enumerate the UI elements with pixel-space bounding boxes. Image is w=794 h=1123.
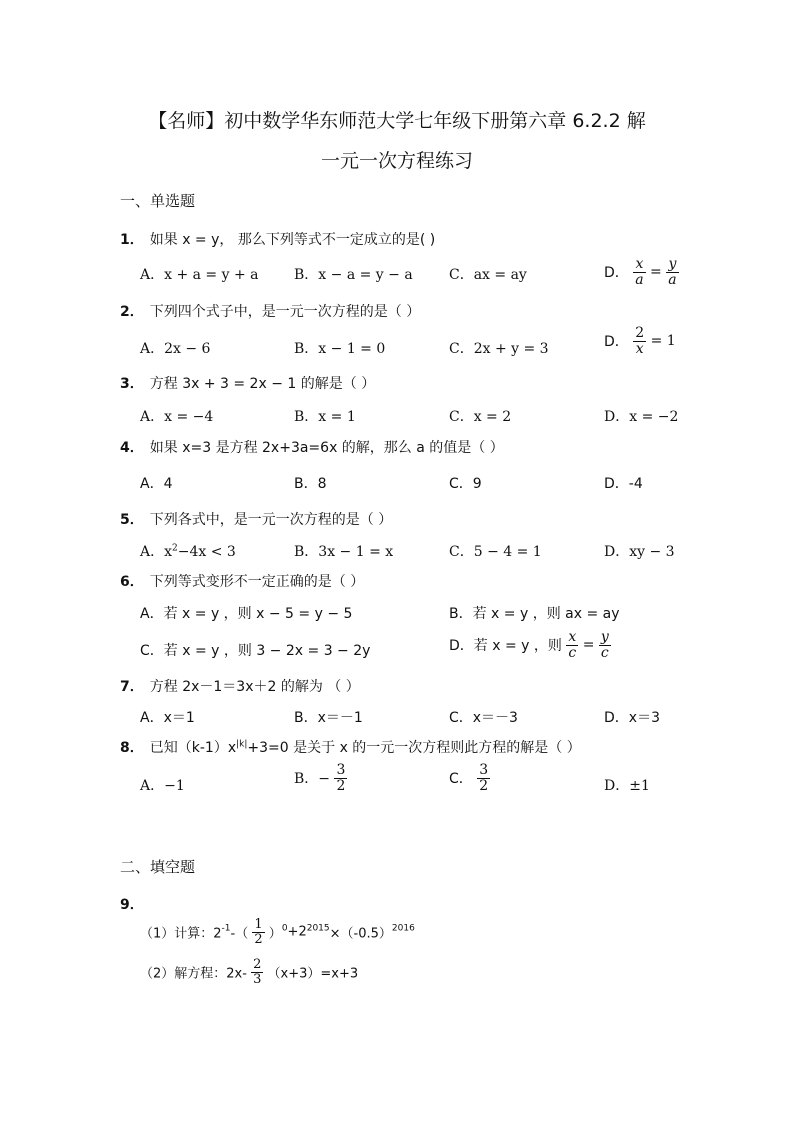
fraction	[477, 763, 490, 793]
q5-option-b: B．3x − 1 = x	[294, 544, 394, 560]
denominator: 2	[254, 931, 263, 947]
q2-option-b: B．x − 1 = 0	[294, 341, 386, 357]
part-text: -（	[230, 926, 249, 942]
question-text: 已知（k-1）x	[149, 740, 237, 756]
equals-sign: =	[650, 264, 662, 281]
exponent: |k|	[236, 739, 248, 750]
question-text: 下列四个式子中，是一元一次方程的是（ ）	[149, 304, 421, 320]
fraction	[334, 763, 347, 793]
fraction	[566, 630, 578, 660]
denominator: a	[635, 271, 644, 288]
denominator: a	[668, 271, 677, 288]
question-number: 7．	[120, 679, 144, 695]
question-number: 4．	[120, 440, 144, 456]
fraction	[633, 257, 645, 287]
question-text: 如果 x=3 是方程 2x+3a=6x 的解，那么 a 的值是（ ）	[149, 440, 504, 456]
q6-option-a: A．若 x = y ，则 x − 5 = y − 5	[140, 606, 353, 622]
q7-option-b: B．x＝－1	[294, 710, 363, 726]
option-rest: = 1	[650, 333, 676, 350]
q1-option-b	[294, 264, 413, 284]
question-number: 1．	[120, 232, 144, 248]
q4-option-c: C．9	[449, 476, 482, 492]
numerator: y	[666, 257, 678, 273]
q3-option-a: A．x = −4	[140, 409, 214, 425]
question-9	[120, 894, 150, 914]
numerator: 2	[635, 325, 645, 341]
option-label: D．若 x = y ，则	[449, 638, 567, 655]
part-text: （1）计算：2	[140, 926, 222, 942]
question-number: 3．	[120, 376, 144, 392]
q4-option-b: B．8	[294, 476, 327, 492]
fraction	[633, 326, 646, 356]
question-4	[120, 437, 504, 457]
option-label: D．	[604, 334, 629, 351]
numerator: 3	[336, 762, 346, 778]
q2-option-a: A．2x − 6	[140, 341, 211, 357]
q9-part-1	[140, 918, 415, 946]
question-number: 8．	[120, 740, 144, 756]
part-text: +2	[287, 924, 307, 940]
question-number: 9．	[120, 897, 144, 913]
question-7	[120, 676, 360, 696]
question-text: 下列各式中，是一元一次方程的是（ ）	[149, 512, 393, 528]
q7-option-d: D．x＝3	[604, 710, 660, 726]
question-number: 5．	[120, 512, 144, 528]
q4-option-d: D．-4	[604, 476, 643, 492]
denominator: 3	[253, 971, 262, 987]
section-heading-single-choice: 一、单选题	[120, 192, 196, 210]
question-text: 方程 2x－1＝3x＋2 的解为 （ ）	[149, 679, 360, 695]
numerator: 2	[253, 957, 262, 972]
q5-option-c: C．5 − 4 = 1	[449, 544, 542, 560]
part-text: ×（-0.5）	[329, 926, 392, 942]
option-text: C．ax = ay	[449, 267, 527, 283]
option-label: C．	[449, 771, 473, 788]
q1-option-a	[140, 264, 259, 284]
fraction	[252, 918, 264, 946]
question-number: 6．	[120, 574, 144, 590]
q3-option-c: C．x = 2	[449, 409, 512, 425]
q9-part-2	[140, 958, 358, 986]
q6-option-d	[449, 630, 611, 660]
q3-option-d: D．x = −2	[604, 409, 679, 425]
question-3	[120, 373, 375, 393]
q8-option-d: D．±1	[604, 778, 650, 794]
q7-option-a: A．x＝1	[140, 710, 195, 726]
option-text: A．x	[140, 544, 173, 560]
part-text: ）	[268, 926, 282, 942]
exponent: 2	[172, 543, 178, 554]
q2-option-c: C．2x + y = 3	[449, 341, 549, 357]
option-text: A．x + a = y + a	[140, 267, 259, 283]
exponent: 2016	[391, 923, 415, 934]
numerator: 1	[254, 917, 263, 932]
option-text: B．x − a = y − a	[294, 267, 413, 283]
q6-option-b: B．若 x = y ，则 ax = ay	[449, 606, 620, 622]
question-text: 如果 x = y， 那么下列等式不一定成立的是( )	[149, 232, 436, 248]
part-text: （x+3）=x+3	[267, 966, 359, 982]
exponent: 2015	[306, 923, 330, 934]
question-1	[120, 229, 435, 249]
question-text: 下列等式变形不一定正确的是（ ）	[149, 574, 365, 590]
q8-option-a: A．−1	[140, 778, 185, 794]
q3-option-b: B．x = 1	[294, 409, 356, 425]
page-title-line2: 一元一次方程练习	[320, 150, 473, 172]
question-6	[120, 571, 364, 591]
question-text: 方程 3x + 3 = 2x − 1 的解是（ ）	[149, 376, 376, 392]
equals-sign: =	[582, 637, 595, 654]
fraction	[599, 630, 611, 660]
denominator: 2	[479, 777, 489, 794]
q8-option-b	[294, 763, 347, 793]
q2-option-d	[604, 326, 676, 356]
page-title-line1: 【名师】初中数学华东师范大学七年级下册第六章 6.2.2 解	[148, 110, 646, 132]
option-label: B．−	[294, 771, 331, 788]
fraction	[666, 257, 678, 287]
question-8	[120, 737, 581, 757]
exponent: -1	[221, 923, 231, 934]
q7-option-c: C．x＝－3	[449, 710, 518, 726]
numerator: y	[600, 629, 609, 645]
q8-option-c	[449, 763, 490, 793]
question-text: +3=0 是关于 x 的一元一次方程则此方程的解是（ ）	[247, 740, 581, 756]
question-5	[120, 509, 392, 529]
q1-option-c	[449, 264, 527, 284]
q4-option-a: A．4	[140, 476, 173, 492]
numerator: 3	[479, 762, 489, 778]
denominator: x	[635, 340, 644, 357]
q1-option-d	[604, 257, 679, 287]
option-label: D．	[604, 265, 629, 282]
question-number: 2．	[120, 304, 144, 320]
denominator: 2	[336, 777, 346, 794]
option-text: −4x < 3	[177, 544, 236, 560]
denominator: c	[568, 644, 577, 661]
numerator: x	[633, 257, 645, 273]
question-2	[120, 301, 420, 321]
fraction	[251, 958, 263, 986]
q5-option-d: D．xy − 3	[604, 544, 675, 560]
denominator: c	[600, 644, 609, 661]
numerator: x	[568, 629, 577, 645]
q5-option-a	[140, 541, 236, 561]
part-text: （2）解方程：2x-	[140, 966, 247, 982]
section-heading-fill-blank: 二、填空题	[120, 858, 196, 876]
exponent: 0	[281, 923, 288, 934]
q6-option-c: C．若 x = y ，则 3 − 2x = 3 − 2y	[140, 643, 371, 659]
